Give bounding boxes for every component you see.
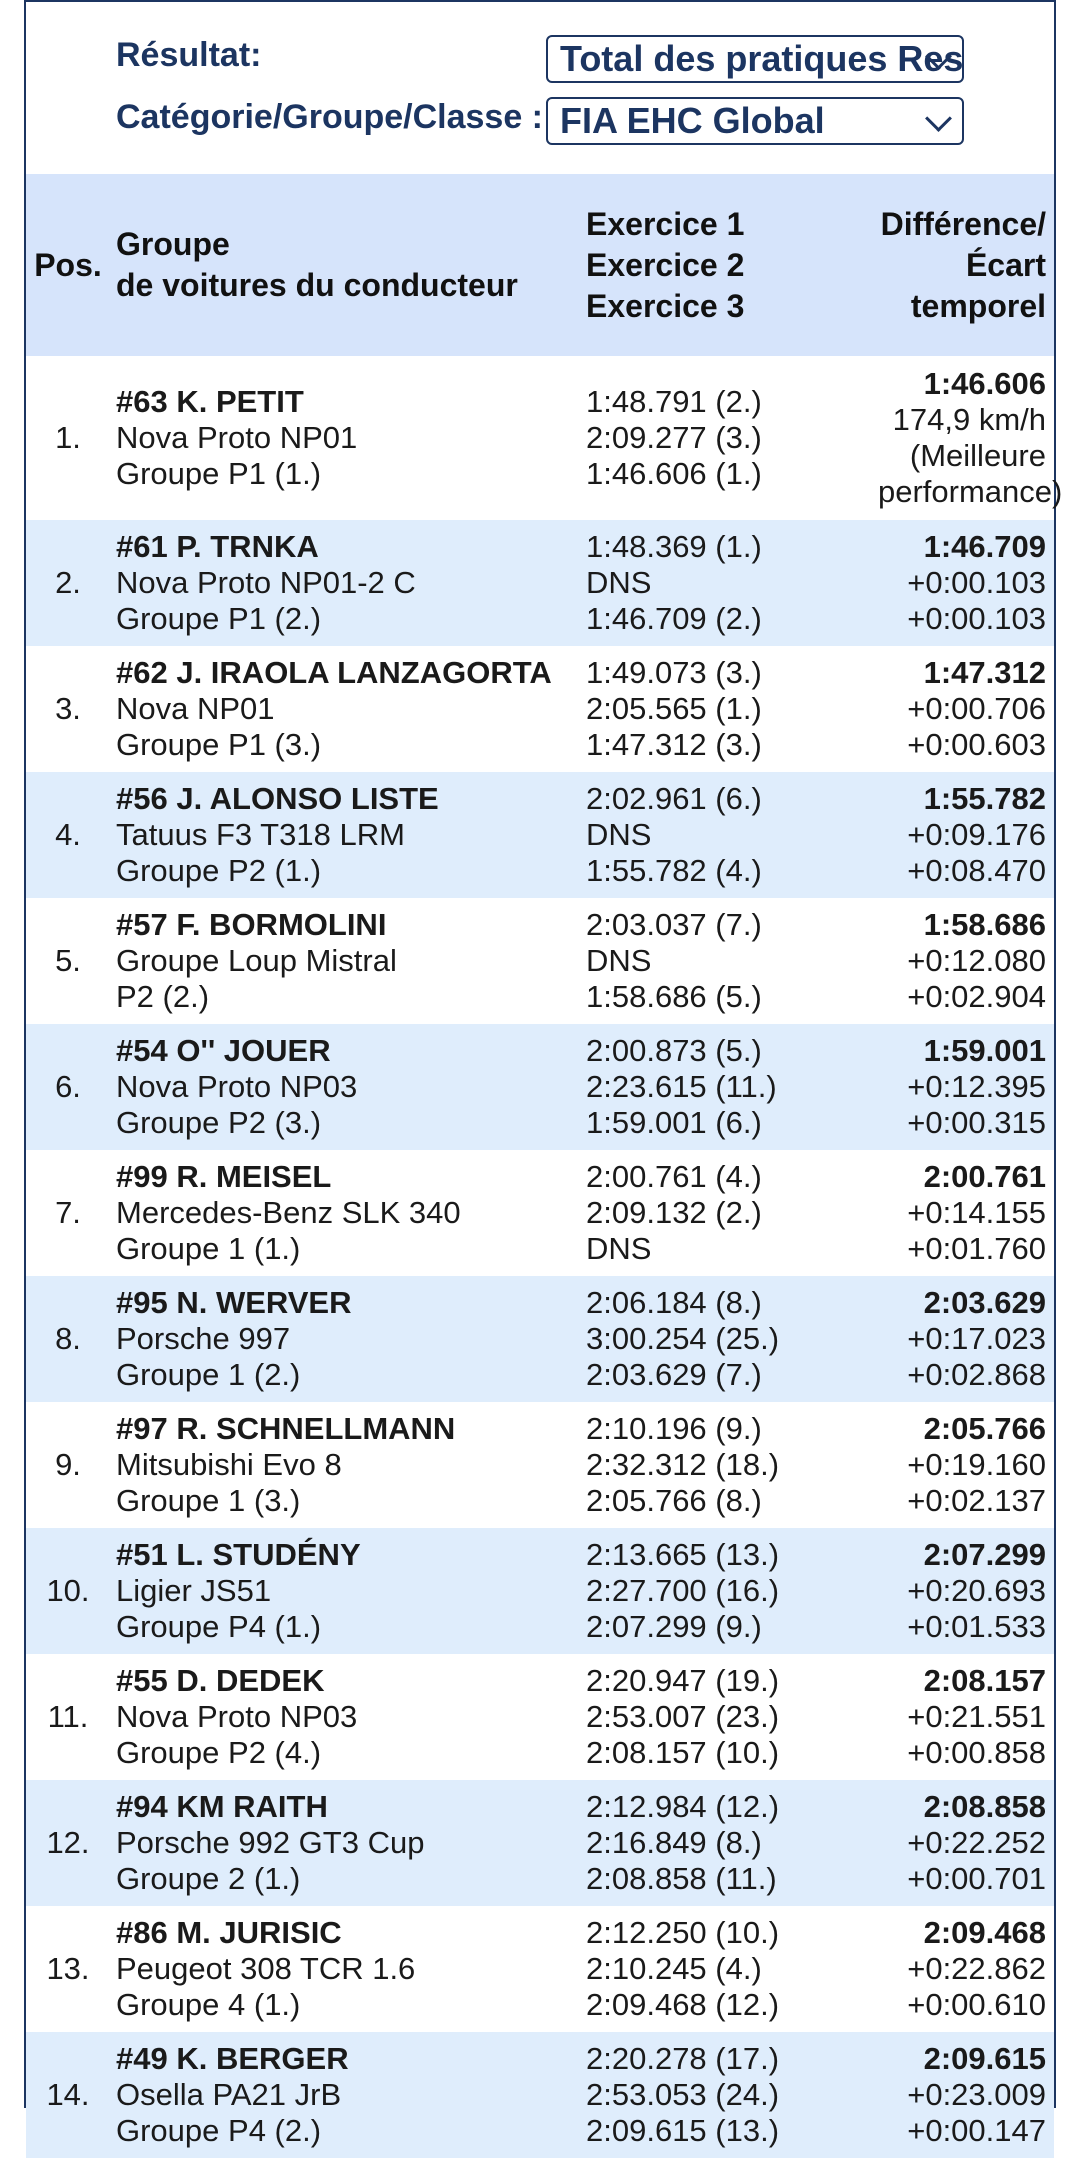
diff-line: +0:09.176 — [907, 817, 1046, 852]
exercises-cell — [586, 1528, 878, 1654]
position-cell: 1. — [55, 420, 81, 455]
group-class: Groupe P1 (2.) — [116, 601, 322, 636]
exercise-2-time: 2:32.312 (18.) — [586, 1447, 780, 1482]
table-row — [26, 1024, 1054, 1150]
difference-cell — [878, 2032, 1054, 2158]
table-row — [26, 898, 1054, 1024]
diff-line: +0:22.252 — [907, 1825, 1046, 1860]
exercise-2-time: 2:53.053 (24.) — [586, 2077, 780, 2112]
exercise-2-time: 2:16.849 (8.) — [586, 1825, 762, 1860]
difference-cell — [878, 1906, 1054, 2032]
exercises-cell — [586, 1780, 878, 1906]
exercise-1-time: 2:06.184 (8.) — [586, 1285, 762, 1320]
best-time: 2:07.299 — [923, 1537, 1046, 1572]
exercises-cell — [586, 2032, 878, 2158]
diff-line: +0:20.693 — [907, 1573, 1046, 1608]
car-name: Nova Proto NP03 — [116, 1069, 358, 1104]
best-time: 2:08.157 — [923, 1663, 1046, 1698]
best-time: 2:09.468 — [923, 1915, 1046, 1950]
exercise-3-time: 2:09.615 (13.) — [586, 2113, 780, 2148]
diff-line: +0:22.862 — [907, 1951, 1046, 1986]
driver-cell — [110, 1402, 586, 1528]
diff-line: +0:02.904 — [907, 979, 1046, 1014]
best-time: 2:03.629 — [923, 1285, 1046, 1320]
difference-cell — [878, 646, 1054, 772]
driver-name: #62 J. IRAOLA LANZAGORTA — [116, 655, 552, 690]
group-class: Groupe 1 (2.) — [116, 1357, 301, 1392]
car-name: Porsche 992 GT3 Cup — [116, 1825, 425, 1860]
exercises-cell — [586, 356, 878, 520]
exercise-1-time: 2:13.665 (13.) — [586, 1537, 780, 1572]
best-time: 1:46.709 — [923, 529, 1046, 564]
table-row — [26, 1654, 1054, 1780]
exercises-cell — [586, 1276, 878, 1402]
exercise-1-time: 2:00.873 (5.) — [586, 1033, 762, 1068]
group-class: Groupe 1 (1.) — [116, 1231, 301, 1266]
best-time: 1:59.001 — [923, 1033, 1046, 1068]
driver-name: #61 P. TRNKA — [116, 529, 319, 564]
exercise-3-time: 1:46.709 (2.) — [586, 601, 762, 636]
exercise-1-time: 2:00.761 (4.) — [586, 1159, 762, 1194]
exercise-3-time: DNS — [586, 1231, 652, 1266]
diff-line: +0:00.103 — [907, 565, 1046, 600]
position-cell: 6. — [55, 1069, 81, 1104]
exercises-cell — [586, 1654, 878, 1780]
group-class: P2 (2.) — [116, 979, 210, 1014]
category-label: Catégorie/Groupe/Classe : — [116, 98, 544, 136]
table-row — [26, 646, 1054, 772]
header-exercises: Exercice 1 Exercice 2 Exercice 3 — [586, 205, 745, 324]
driver-cell — [110, 1024, 586, 1150]
driver-name: #99 R. MEISEL — [116, 1159, 332, 1194]
group-class: Groupe P1 (1.) — [116, 456, 322, 491]
diff-line: +0:00.603 — [907, 727, 1046, 762]
best-time: 1:46.606 — [923, 366, 1046, 401]
table-row — [26, 520, 1054, 646]
diff-line: +0:01.533 — [907, 1609, 1046, 1644]
table-row — [26, 1528, 1054, 1654]
driver-cell — [110, 356, 586, 520]
table-row — [26, 2032, 1054, 2158]
best-time: 2:08.858 — [923, 1789, 1046, 1824]
driver-cell — [110, 1780, 586, 1906]
diff-line: +0:08.470 — [907, 853, 1046, 888]
difference-cell — [878, 898, 1054, 1024]
difference-cell — [878, 1528, 1054, 1654]
group-class: Groupe P4 (1.) — [116, 1609, 322, 1644]
position-cell: 5. — [55, 943, 81, 978]
exercise-2-time: 2:05.565 (1.) — [586, 691, 762, 726]
exercise-3-time: 1:59.001 (6.) — [586, 1105, 762, 1140]
diff-line: (Meilleure — [909, 438, 1046, 473]
driver-name: #63 K. PETIT — [116, 384, 304, 419]
exercise-3-time: 2:07.299 (9.) — [586, 1609, 762, 1644]
diff-line: +0:12.395 — [907, 1069, 1046, 1104]
exercise-3-time: 2:08.858 (11.) — [586, 1861, 777, 1896]
diff-line: +0:02.868 — [907, 1357, 1046, 1392]
best-time: 1:55.782 — [923, 781, 1046, 816]
filter-area — [26, 2, 1054, 174]
exercises-cell — [586, 1024, 878, 1150]
result-label: Résultat: — [116, 36, 262, 74]
exercise-2-time: 2:10.245 (4.) — [586, 1951, 762, 1986]
group-class: Groupe P2 (3.) — [116, 1105, 322, 1140]
exercise-1-time: 2:20.947 (19.) — [586, 1663, 780, 1698]
driver-cell — [110, 898, 586, 1024]
exercises-cell — [586, 1906, 878, 2032]
best-time: 1:47.312 — [923, 655, 1046, 690]
diff-line: +0:00.858 — [907, 1735, 1046, 1770]
exercise-2-time: 2:23.615 (11.) — [586, 1069, 777, 1104]
group-class: Groupe 2 (1.) — [116, 1861, 301, 1896]
position-cell: 8. — [55, 1321, 81, 1356]
diff-line: +0:01.760 — [907, 1231, 1046, 1266]
car-name: Mercedes-Benz SLK 340 — [116, 1195, 461, 1230]
car-name: Nova Proto NP03 — [116, 1699, 358, 1734]
difference-cell — [878, 1150, 1054, 1276]
exercise-2-time: DNS — [586, 565, 652, 600]
car-name: Osella PA21 JrB — [116, 2077, 342, 2112]
driver-name: #51 L. STUDÉNY — [116, 1537, 361, 1572]
table-header-row — [26, 174, 1054, 356]
result-select-value: Total des pratiques Res — [560, 38, 964, 79]
diff-line: +0:00.701 — [907, 1861, 1046, 1896]
diff-line: +0:17.023 — [907, 1321, 1046, 1356]
car-name: Mitsubishi Evo 8 — [116, 1447, 342, 1482]
exercise-1-time: 2:12.984 (12.) — [586, 1789, 780, 1824]
header-group: Groupe de voitures du conducteur — [116, 226, 518, 303]
diff-line: +0:14.155 — [907, 1195, 1046, 1230]
exercise-2-time: 2:53.007 (23.) — [586, 1699, 780, 1734]
diff-line: +0:23.009 — [907, 2077, 1046, 2112]
exercise-1-time: 1:49.073 (3.) — [586, 655, 762, 690]
exercise-2-time: 2:09.132 (2.) — [586, 1195, 762, 1230]
best-time: 2:05.766 — [923, 1411, 1046, 1446]
group-class: Groupe 4 (1.) — [116, 1987, 301, 2022]
car-name: Nova NP01 — [116, 691, 275, 726]
exercise-3-time: 2:09.468 (12.) — [586, 1987, 780, 2022]
difference-cell — [878, 1402, 1054, 1528]
best-time: 2:00.761 — [923, 1159, 1046, 1194]
table-row — [26, 1906, 1054, 2032]
exercise-2-time: DNS — [586, 817, 652, 852]
diff-line: +0:00.706 — [907, 691, 1046, 726]
driver-cell — [110, 520, 586, 646]
table-row — [26, 772, 1054, 898]
table-row — [26, 1402, 1054, 1528]
group-class: Groupe P4 (2.) — [116, 2113, 322, 2148]
table-row — [26, 1276, 1054, 1402]
difference-cell — [878, 1276, 1054, 1402]
position-cell: 3. — [55, 691, 81, 726]
table-row — [26, 1150, 1054, 1276]
driver-name: #56 J. ALONSO LISTE — [116, 781, 439, 816]
chevron-down-icon — [925, 105, 952, 132]
exercises-cell — [586, 772, 878, 898]
result-select[interactable] — [546, 35, 964, 83]
best-time: 1:58.686 — [923, 907, 1046, 942]
table-row — [26, 356, 1054, 520]
exercise-3-time: 1:47.312 (3.) — [586, 727, 762, 762]
position-cell: 10. — [46, 1573, 90, 1608]
car-name: Nova Proto NP01 — [116, 420, 358, 455]
driver-cell — [110, 1654, 586, 1780]
position-cell: 2. — [55, 565, 81, 600]
difference-cell — [878, 356, 1063, 520]
exercise-3-time: 1:58.686 (5.) — [586, 979, 762, 1014]
exercise-2-time: 2:27.700 (16.) — [586, 1573, 780, 1608]
difference-cell — [878, 520, 1054, 646]
exercise-1-time: 2:02.961 (6.) — [586, 781, 762, 816]
exercises-cell — [586, 898, 878, 1024]
driver-name: #57 F. BORMOLINI — [116, 907, 387, 942]
position-cell: 4. — [55, 817, 81, 852]
results-table — [26, 174, 1063, 2158]
driver-cell — [110, 1150, 586, 1276]
exercises-cell — [586, 646, 878, 772]
driver-name: #95 N. WERVER — [116, 1285, 352, 1320]
exercise-3-time: 2:03.629 (7.) — [586, 1357, 762, 1392]
car-name: Groupe Loup Mistral — [116, 943, 397, 978]
diff-line: +0:00.610 — [907, 1987, 1046, 2022]
driver-name: #55 D. DEDEK — [116, 1663, 325, 1698]
position-cell: 9. — [55, 1447, 81, 1482]
driver-cell — [110, 772, 586, 898]
difference-cell — [878, 772, 1054, 898]
diff-line: +0:00.147 — [907, 2113, 1046, 2148]
driver-cell — [110, 1906, 586, 2032]
driver-cell — [110, 1528, 586, 1654]
exercise-1-time: 2:03.037 (7.) — [586, 907, 762, 942]
position-cell: 12. — [46, 1825, 90, 1860]
exercise-3-time: 2:05.766 (8.) — [586, 1483, 762, 1518]
exercises-cell — [586, 520, 878, 646]
position-cell: 7. — [55, 1195, 81, 1230]
exercises-cell — [586, 1150, 878, 1276]
driver-name: #97 R. SCHNELLMANN — [116, 1411, 456, 1446]
exercise-1-time: 2:20.278 (17.) — [586, 2041, 780, 2076]
header-pos: Pos. — [34, 246, 102, 283]
exercise-1-time: 1:48.791 (2.) — [586, 384, 762, 419]
group-class: Groupe 1 (3.) — [116, 1483, 301, 1518]
driver-name: #54 O'' JOUER — [116, 1033, 331, 1068]
driver-name: #86 M. JURISIC — [116, 1915, 342, 1950]
car-name: Tatuus F3 T318 LRM — [116, 817, 405, 852]
difference-cell — [878, 1024, 1054, 1150]
results-panel — [24, 0, 1063, 2148]
driver-name: #49 K. BERGER — [116, 2041, 349, 2076]
difference-cell — [878, 1654, 1054, 1780]
best-time: 2:09.615 — [923, 2041, 1046, 2076]
exercise-2-time: 3:00.254 (25.) — [586, 1321, 780, 1356]
diff-line: performance) — [878, 474, 1063, 509]
position-cell: 13. — [46, 1951, 90, 1986]
exercise-1-time: 1:48.369 (1.) — [586, 529, 762, 564]
group-class: Groupe P2 (1.) — [116, 853, 322, 888]
exercise-3-time: 2:08.157 (10.) — [586, 1735, 780, 1770]
header-difference: Différence/ Écart temporel — [880, 205, 1046, 324]
diff-line: +0:19.160 — [907, 1447, 1046, 1482]
exercise-1-time: 2:10.196 (9.) — [586, 1411, 762, 1446]
category-select[interactable] — [546, 97, 964, 145]
position-cell: 14. — [46, 2077, 90, 2112]
exercises-cell — [586, 1402, 878, 1528]
category-select-value: FIA EHC Global — [560, 100, 825, 141]
exercise-3-time: 1:55.782 (4.) — [586, 853, 762, 888]
exercise-1-time: 2:12.250 (10.) — [586, 1915, 780, 1950]
exercise-3-time: 1:46.606 (1.) — [586, 456, 762, 491]
driver-cell — [110, 646, 586, 772]
diff-line: 174,9 km/h — [892, 402, 1046, 437]
diff-line: +0:21.551 — [907, 1699, 1046, 1734]
difference-cell — [878, 1780, 1054, 1906]
position-cell: 11. — [47, 1699, 89, 1734]
diff-line: +0:02.137 — [907, 1483, 1046, 1518]
driver-cell — [110, 1276, 586, 1402]
exercise-2-time: DNS — [586, 943, 652, 978]
group-class: Groupe P1 (3.) — [116, 727, 322, 762]
diff-line: +0:00.315 — [907, 1105, 1046, 1140]
car-name: Peugeot 308 TCR 1.6 — [116, 1951, 416, 1986]
table-row — [26, 1780, 1054, 1906]
driver-name: #94 KM RAITH — [116, 1789, 328, 1824]
diff-line: +0:12.080 — [907, 943, 1046, 978]
car-name: Ligier JS51 — [116, 1573, 272, 1608]
exercise-2-time: 2:09.277 (3.) — [586, 420, 762, 455]
diff-line: +0:00.103 — [907, 601, 1046, 636]
group-class: Groupe P2 (4.) — [116, 1735, 322, 1770]
driver-cell — [110, 2032, 586, 2158]
car-name: Porsche 997 — [116, 1321, 291, 1356]
car-name: Nova Proto NP01-2 C — [116, 565, 416, 600]
